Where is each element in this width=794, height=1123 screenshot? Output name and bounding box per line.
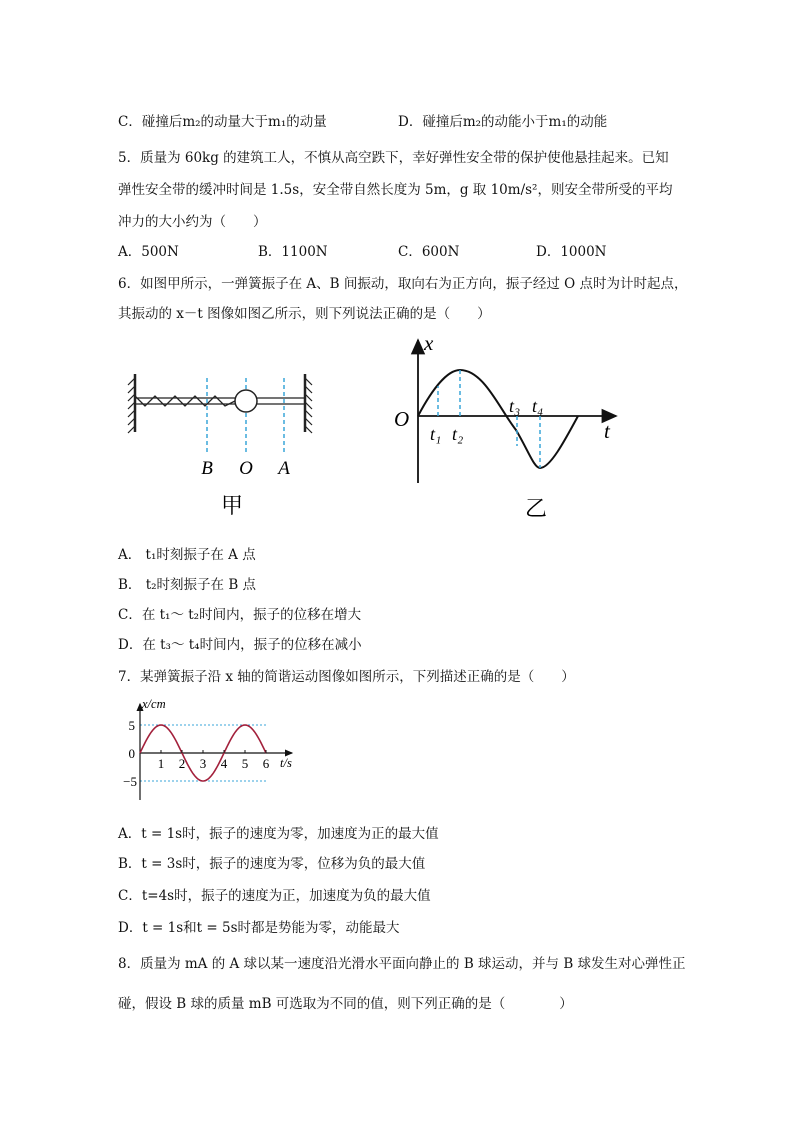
q8-stem-line2: 碰，假设 B 球的质量 mB 可选取为不同的值，则下列正确的是（ ） (118, 996, 573, 1012)
q4-option-c: C．碰撞后m₂的动量大于m₁的动量 (118, 114, 327, 130)
x-tick-label: 5 (241, 756, 249, 771)
label-t3: t₃ (509, 396, 521, 416)
label-b: B (201, 458, 213, 479)
q5-option-d: D．1000N (536, 244, 607, 260)
y-tick-label: −5 (123, 774, 137, 789)
figure-spring-oscillator (120, 360, 330, 530)
q6-option-b: B． t₂时刻振子在 B 点 (118, 577, 257, 593)
figure-caption-yi: 乙 (524, 497, 548, 522)
label-t4: t₄ (532, 396, 544, 416)
figure-xt-graph (388, 330, 628, 530)
q5-option-a: A．500N (118, 244, 179, 260)
q5-stem-line1: 5．质量为 60kg 的建筑工人，不慎从高空跌下，幸好弹性安全带的保护使他悬挂起来。已知 (118, 150, 669, 166)
figure-harmonic-graph (118, 696, 308, 808)
q7-option-b: B．t = 3s时，振子的速度为零，位移为负的最大值 (118, 856, 426, 872)
label-t2: t₂ (452, 424, 464, 444)
figure-caption-jia: 甲 (220, 494, 244, 519)
q7-option-a: A．t = 1s时，振子的速度为零，加速度为正的最大值 (118, 826, 439, 842)
q6-stem-line2: 其振动的 x－t 图像如图乙所示，则下列说法正确的是（ ） (118, 306, 491, 322)
q6-option-d: D．在 t₃～ t₄时间内，振子的位移在减小 (118, 637, 362, 653)
x-tick-label: 3 (199, 756, 207, 771)
x-tick-label: 2 (178, 756, 186, 771)
q7-stem-line1: 7．某弹簧振子沿 x 轴的简谐运动图像如图所示，下列描述正确的是（ ） (118, 669, 575, 685)
x-tick-label: 1 (157, 756, 165, 771)
q6-option-a: A． t₁时刻振子在 A 点 (118, 547, 256, 563)
q6-option-c: C．在 t₁～ t₂时间内，振子的位移在增大 (118, 607, 362, 623)
origin-label: O (394, 407, 410, 431)
y-axis-label: x/cm (142, 697, 166, 711)
q7-option-d: D．t = 1s和t = 5s时都是势能为零，动能最大 (118, 920, 400, 936)
q5-option-b: B．1100N (258, 244, 328, 260)
oscillator-ball (235, 390, 257, 412)
label-o: O (239, 458, 253, 479)
y-tick-label: 5 (128, 718, 135, 733)
q7-option-c: C．t=4s时，振子的速度为正，加速度为负的最大值 (118, 888, 431, 904)
label-a: A (278, 458, 290, 479)
x-tick-label: 6 (262, 756, 270, 771)
q6-stem-line1: 6．如图甲所示，一弹簧振子在 A、B 间振动，取向右为正方向，振子经过 O 点时为计时起点， (118, 276, 688, 292)
y-tick-label: 0 (128, 746, 135, 761)
axis-label-x: x (424, 331, 434, 355)
sine-curve (418, 370, 578, 468)
q5-stem-line3: 冲力的大小约为（ ） (118, 214, 267, 230)
label-t1: t₁ (430, 424, 442, 444)
q8-stem-line1: 8．质量为 mA 的 A 球以某一速度沿光滑水平面向静止的 B 球运动，并与 B 球发生对心弹性正 (118, 956, 686, 972)
x-tick-label: 4 (220, 756, 228, 771)
q4-option-d: D．碰撞后m₂的动能小于m₁的动能 (398, 114, 608, 130)
axis-label-t: t (604, 419, 610, 443)
q5-stem-line2: 弹性安全带的缓冲时间是 1.5s，安全带自然长度为 5m，g 取 10m/s²，则安全带所受的平均 (118, 182, 673, 198)
x-axis-label: t/s (280, 756, 292, 770)
q5-option-c: C．600N (398, 244, 460, 260)
